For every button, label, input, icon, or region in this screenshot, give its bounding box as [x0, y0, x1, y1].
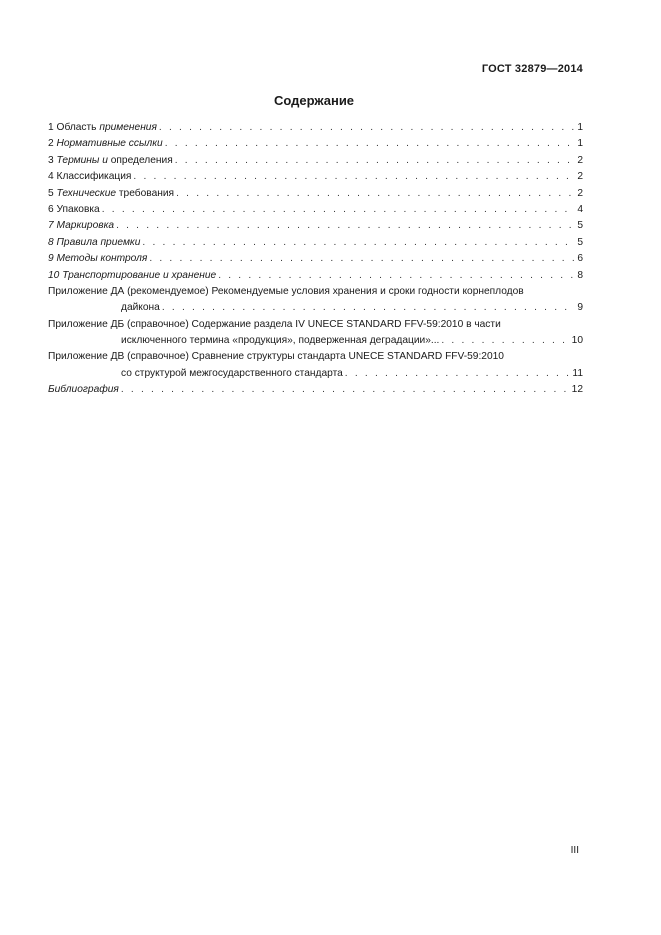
toc-appendix-dv[interactable]: Приложение ДВ (справочное) Сравнение структуры стандарта UNECE STANDARD FFV-59:2010 со структурой межгосударственного стандарта . . . 11 [48, 349, 583, 382]
toc-entry-10[interactable]: 10 Транспортирование и хранение . . . 8 [48, 268, 583, 284]
toc-appendix-db[interactable]: Приложение ДБ (справочное) Содержание раздела IV UNECE STANDARD FFV-59:2010 в части исключенного термина «продукция», подверженная деградации»... . . . 10 [48, 317, 583, 350]
toc-entry-9[interactable]: 9 Методы контроля . . . 6 [48, 251, 583, 267]
page-ref: 4 [577, 203, 583, 215]
dot-leader [133, 169, 575, 185]
dot-leader [142, 235, 575, 251]
page-ref: 1 [577, 138, 583, 150]
page-number: III [570, 845, 579, 856]
page-ref: 6 [577, 253, 583, 265]
page-ref: 11 [572, 367, 583, 379]
dot-leader [441, 333, 569, 349]
toc-entry-8[interactable]: 8 Правила приемки . . . 5 [48, 235, 583, 251]
dot-leader [218, 268, 575, 284]
toc-entry-4[interactable]: 4 Классификация . . . 2 [48, 169, 583, 185]
page-ref: 10 [571, 335, 583, 347]
page-ref: 12 [571, 384, 583, 396]
dot-leader [116, 218, 575, 234]
toc-bibliography[interactable]: Библиография . . . 12 [48, 382, 583, 398]
dot-leader [149, 251, 575, 267]
toc-entry-1[interactable]: 1 Область применения . . . 1 [48, 120, 583, 136]
toc-entry-2[interactable]: 2 Нормативные ссылки . . . 1 [48, 136, 583, 152]
toc-entry-5[interactable]: 5 Технические требования . . . 2 [48, 186, 583, 202]
dot-leader [175, 153, 576, 169]
page-ref: 2 [577, 187, 583, 199]
page-ref: 2 [577, 171, 583, 183]
dot-leader [102, 202, 576, 218]
dot-leader [345, 366, 571, 382]
toc-entry-6[interactable]: 6 Упаковка . . . 4 [48, 202, 583, 218]
page-ref: 9 [577, 302, 583, 314]
toc-entry-3[interactable]: 3 Термины и определения . . . 2 [48, 153, 583, 169]
page-ref: 5 [577, 236, 583, 248]
dot-leader [165, 136, 576, 152]
page-ref: 5 [577, 220, 583, 232]
toc-appendix-da[interactable]: Приложение ДА (рекомендуемое) Рекомендуемые условия хранения и сроки годности корнеплодов дайкона . . . 9 [48, 284, 583, 317]
page-ref: 1 [577, 122, 583, 133]
page-title: Содержание [273, 93, 355, 108]
dot-leader [176, 186, 575, 202]
table-of-contents [48, 120, 583, 399]
document-code: ГОСТ 32879—2014 [481, 63, 583, 75]
toc-entry-7[interactable]: 7 Маркировка . . . 5 [48, 218, 583, 234]
dot-leader [162, 300, 575, 316]
page-ref: 2 [577, 154, 583, 166]
page-ref: 8 [577, 269, 583, 281]
dot-leader [159, 120, 575, 136]
dot-leader [121, 382, 570, 398]
